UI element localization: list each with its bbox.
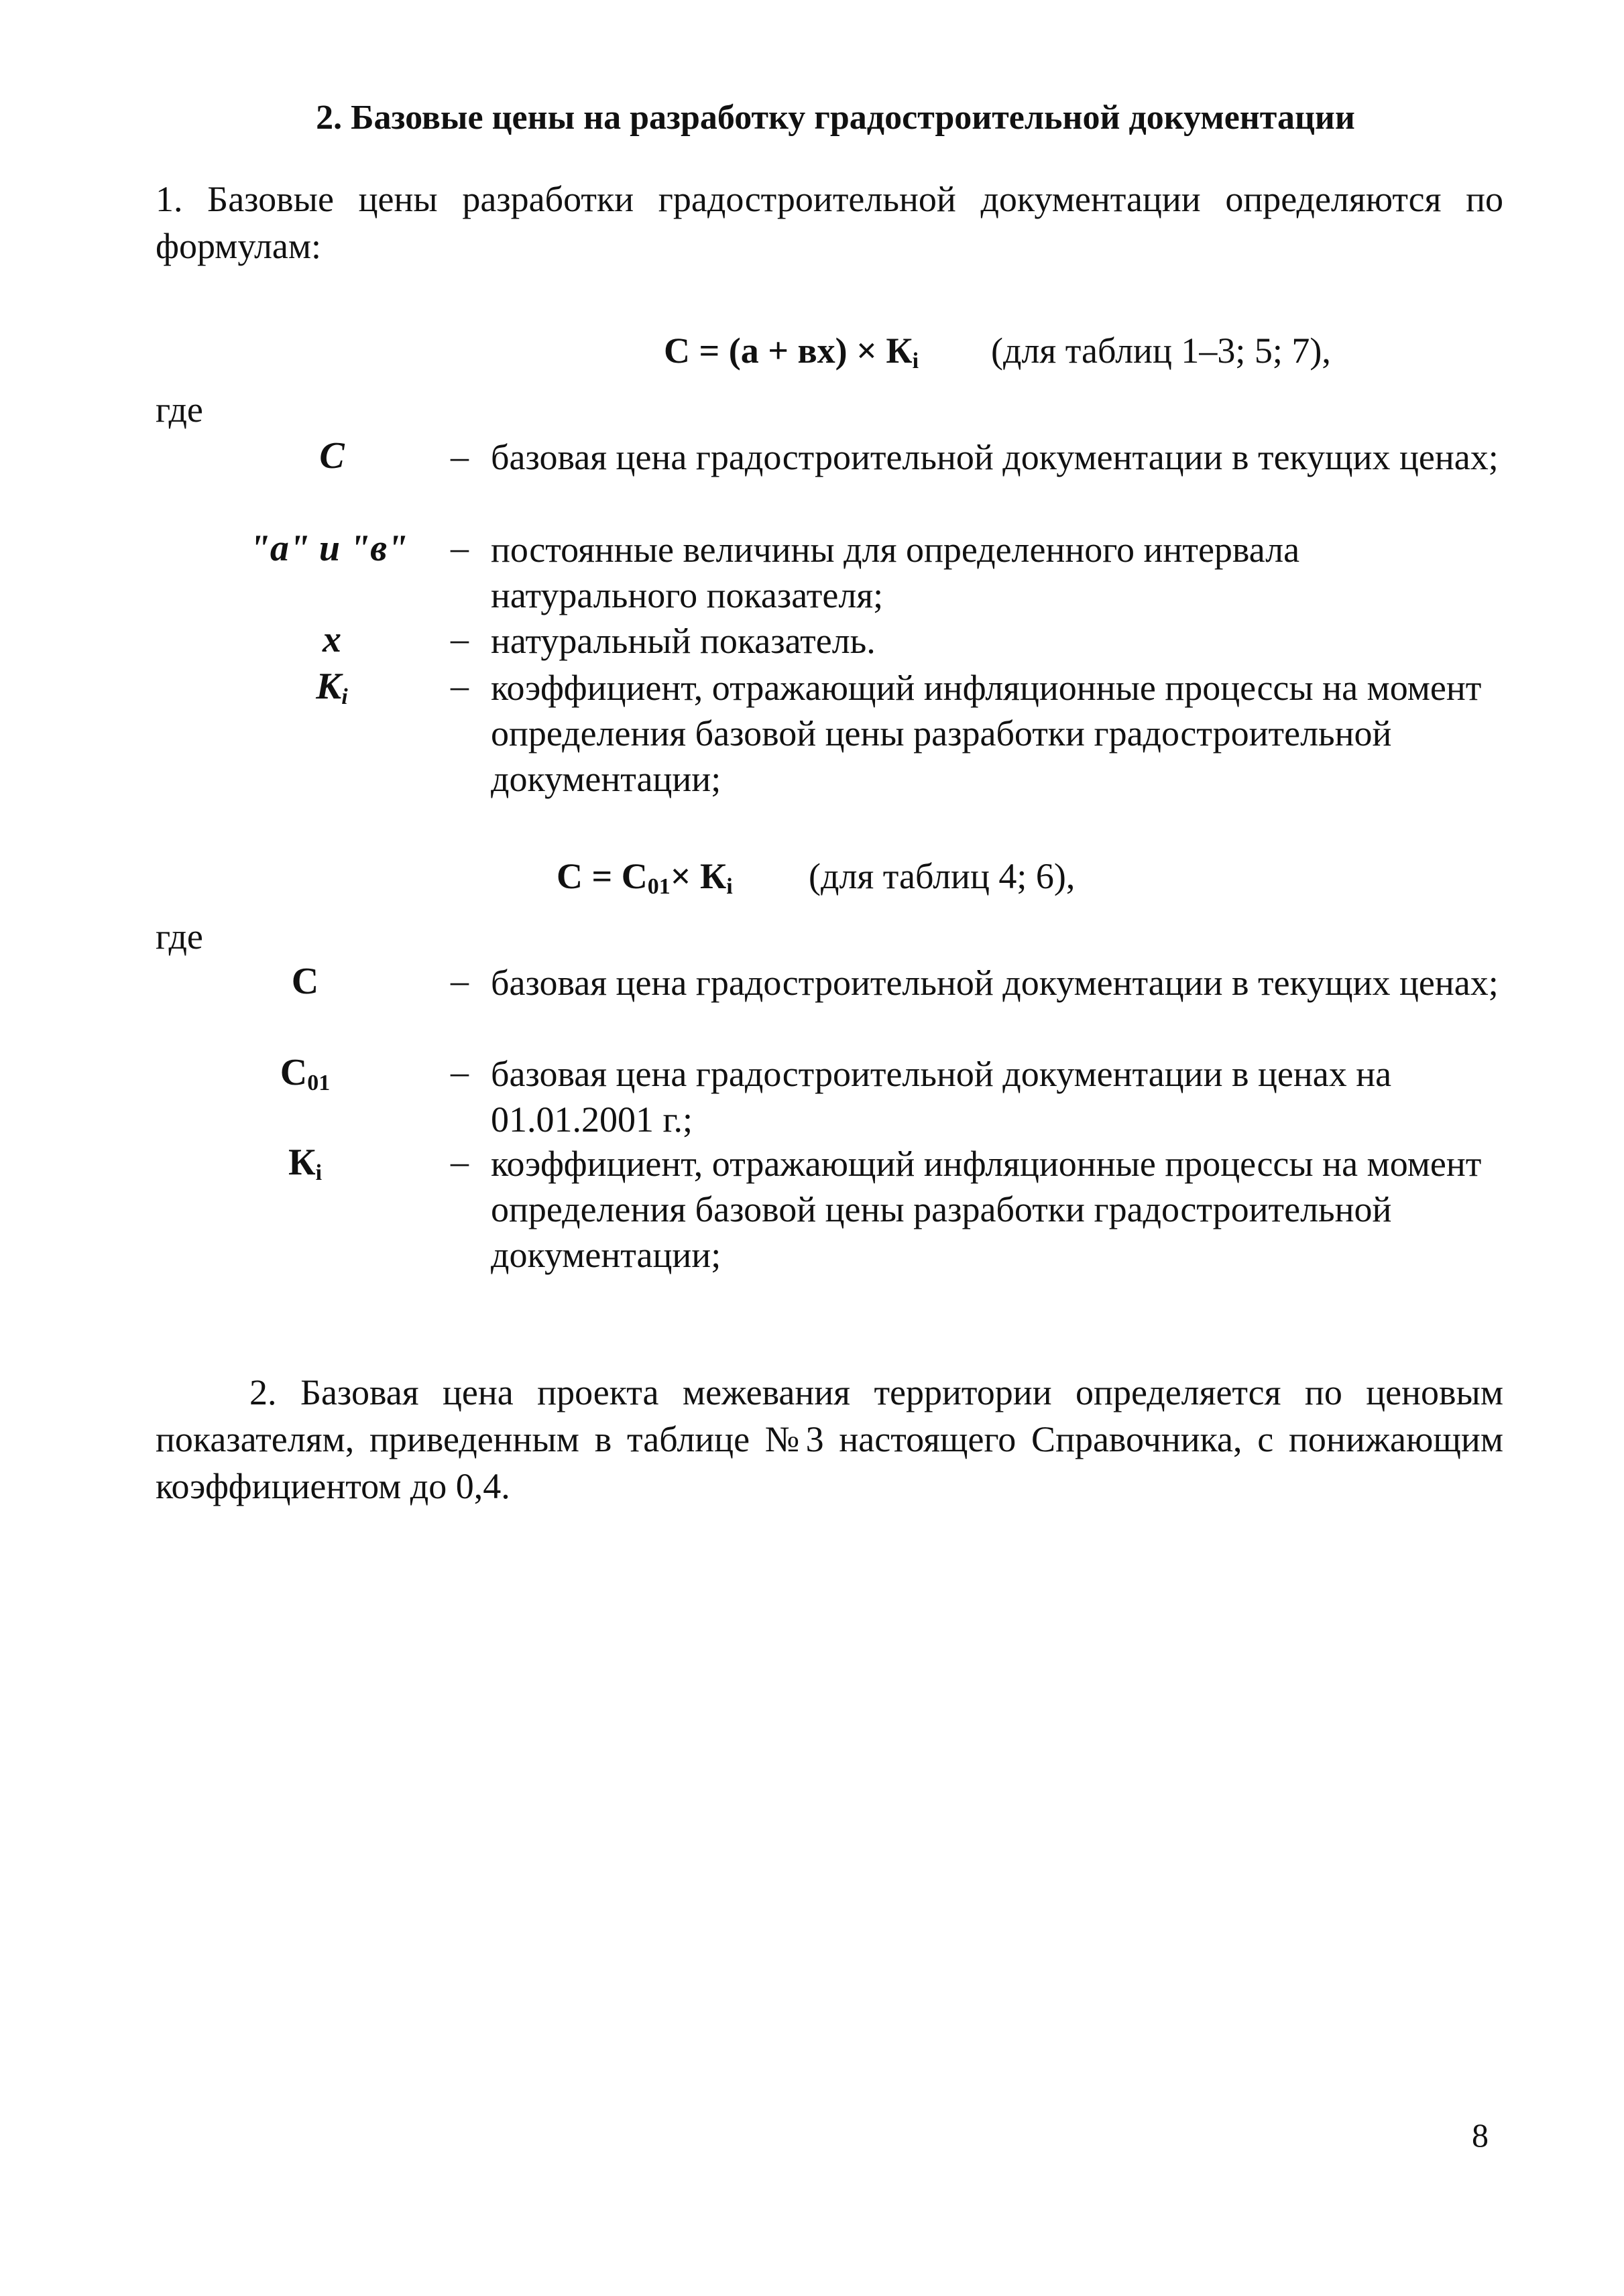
paragraph-2: 2. Базовая цена проекта межевания территории определяется по ценовым показателям, приведенным в таблице №3 настоящего Справочника, с понижающим коэффициентом до 0,4. — [156, 1372, 1503, 1506]
formula-2-expression: С = С — [557, 856, 648, 896]
definition-ki: коэффициент, отражающий инфляционные процессы на момент определения базовой цены разработки градостроительной документации; — [491, 668, 1482, 799]
definition-c01: базовая цена градостроительной документации в ценах на 01.01.2001 г.; — [491, 1054, 1392, 1140]
where-label-2: где — [156, 916, 203, 957]
formula-1-subscript: i — [912, 349, 919, 373]
formula-2: $С = С_{01}\times К_i$ — [557, 856, 733, 899]
symbol-a-and-v: "а" и "в" — [249, 528, 408, 569]
dash: – — [451, 1142, 469, 1182]
where-label-1: где — [156, 389, 203, 430]
formula-1-note: (для таблиц 1–3; 5; 7), — [991, 330, 1331, 371]
dash: – — [451, 1052, 469, 1092]
symbol-x: х — [323, 619, 341, 660]
definition-x: натуральный показатель. — [491, 621, 876, 661]
symbol-ki: $К_i$ — [288, 1142, 323, 1185]
dash: – — [451, 961, 469, 1001]
dash: – — [451, 528, 469, 568]
formula-1 — [664, 330, 919, 371]
dash: – — [451, 619, 469, 659]
dash: – — [451, 666, 469, 706]
definition-c: базовая цена градостроительной документации в текущих ценах; — [491, 437, 1499, 477]
formula-1-expression: С = (а + вх) × К — [664, 330, 913, 371]
symbol-c: С — [319, 435, 345, 477]
definition-c: базовая цена градостроительной документации в текущих ценах; — [491, 963, 1499, 1003]
paragraph-1: 1. Базовые цены разработки градостроительной документации определяются по формулам: — [156, 179, 1503, 266]
page-number: 8 — [1472, 2116, 1489, 2154]
definition-a-and-v: постоянные величины для определенного интервала натурального показателя; — [491, 530, 1300, 615]
dash: – — [451, 436, 469, 477]
symbol-c: С — [291, 961, 319, 1002]
formula-2-note: (для таблиц 4; 6), — [809, 856, 1076, 896]
definition-ki: коэффициент, отражающий инфляционные процессы на момент определения базовой цены разработки градостроительной документации; — [491, 1144, 1482, 1275]
section-title: 2. Базовые цены на разработку градостроительной документации — [316, 99, 1355, 137]
symbol-ki: $К_i$ — [316, 666, 348, 709]
symbol-c01: $С_{01}$ — [280, 1052, 331, 1095]
